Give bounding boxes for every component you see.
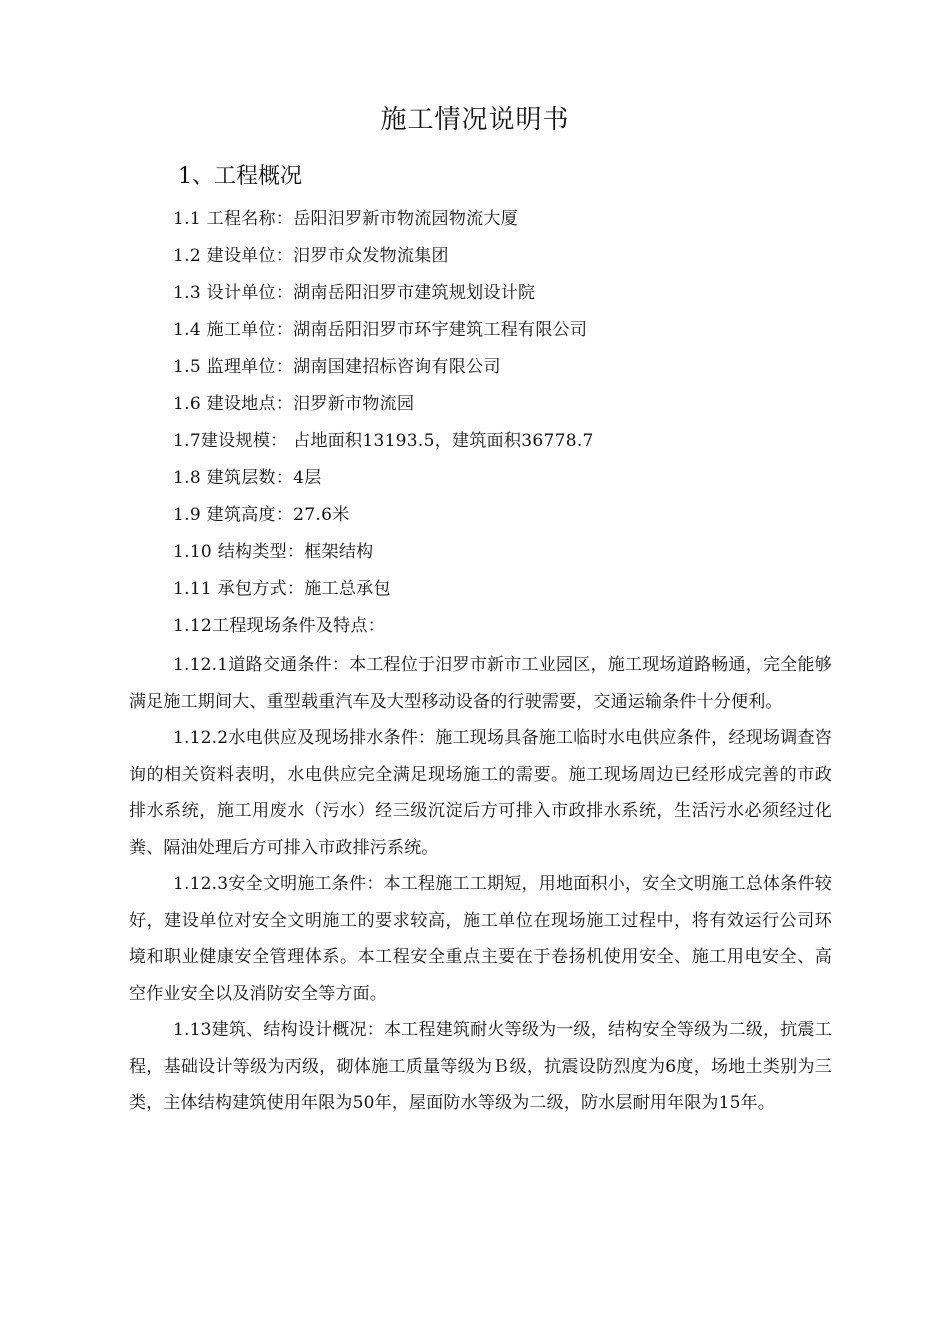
paragraph-safety: 1.12.3安全文明施工条件：本工程施工工期短，用地面积小，安全文明施工总体条件较好，建设单位对安全文明施工的要求较高，施工单位在现场施工过程中，将有效运行公司环境和职业健康安全管理体系。本工程安全重点主要在于卷扬机使用安全、施工用电安全、高空作业安全以及消防安全等方面。: [129, 874, 832, 1004]
info-item-location: 1.6 建设地点：汨罗新市物流园: [173, 394, 415, 414]
info-item-contract-mode: 1.11 承包方式：施工总承包: [173, 579, 391, 599]
document-title: 施工情况说明书: [380, 105, 570, 135]
info-item-supervisor: 1.5 监理单位：湖南国建招标咨询有限公司: [173, 357, 501, 377]
info-item-contractor: 1.4 施工单位：湖南岳阳汨罗市环宇建筑工程有限公司: [173, 320, 588, 340]
paragraph-utilities: 1.12.2水电供应及现场排水条件：施工现场具备施工临时水电供应条件，经现场调查咨询的相关资料表明，水电供应完全满足现场施工的需要。施工现场周边已经形成完善的市政排水系统，施工用废水（污水）经三级沉淀后方可排入市政排水系统，生活污水必须经过化粪、隔油处理后方可排入市政排污系统。: [129, 728, 832, 858]
info-item-scale: 1.7建设规模： 占地面积13193.5，建筑面积36778.7: [173, 431, 594, 451]
paragraph-traffic: 1.12.1道路交通条件：本工程位于汨罗市新市工业园区，施工现场道路畅通，完全能够满足施工期间大、重型载重汽车及大型移动设备的行驶需要，交通运输条件十分便利。: [129, 655, 832, 712]
info-item-designer: 1.3 设计单位：湖南岳阳汨罗市建筑规划设计院: [173, 283, 536, 303]
info-item-owner: 1.2 建设单位：汨罗市众发物流集团: [173, 246, 449, 266]
paragraph-design-overview: 1.13建筑、结构设计概况：本工程建筑耐火等级为一级，结构安全等级为二级，抗震工程，基础设计等级为丙级，砌体施工质量等级为Ｂ级，抗震设防烈度为6度，场地土类别为三类，主体结构建筑使用年限为50年，屋面防水等级为二级，防水层耐用年限为15年。: [129, 1020, 832, 1113]
info-item-site-conditions: 1.12工程现场条件及特点：: [173, 616, 386, 636]
section-heading: 1、工程概况: [178, 164, 302, 189]
body-paragraphs: [129, 647, 832, 1122]
info-item-structure: 1.10 结构类型：框架结构: [173, 542, 374, 562]
project-info-list: [173, 201, 594, 645]
info-item-height: 1.9 建筑高度：27.6米: [173, 505, 350, 525]
info-item-floors: 1.8 建筑层数：4层: [173, 468, 322, 488]
info-item-project-name: 1.1 工程名称：岳阳汨罗新市物流园物流大厦: [173, 209, 519, 229]
